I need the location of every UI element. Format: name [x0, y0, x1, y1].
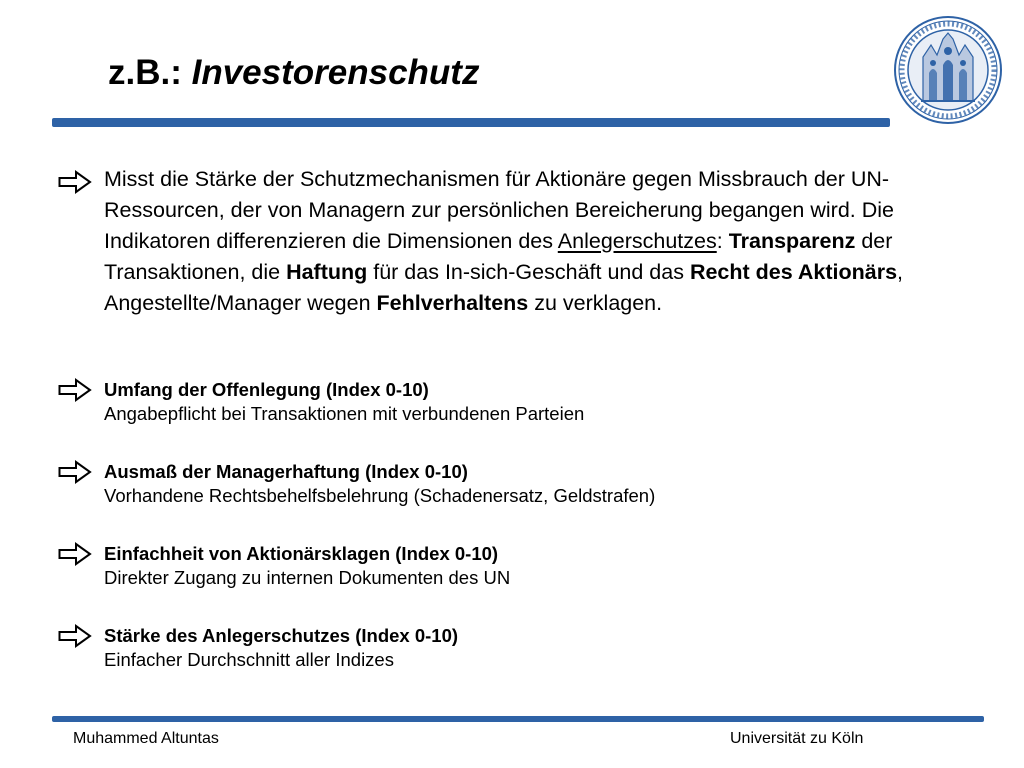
footer-divider: [52, 716, 984, 722]
item-heading: Umfang der Offenlegung (Index 0-10): [104, 379, 429, 400]
item-detail: Angabepflicht bei Transaktionen mit verbundenen Parteien: [104, 403, 585, 424]
arrow-right-icon: [58, 624, 92, 648]
underlined-term: Anlegerschutzes: [557, 229, 717, 253]
university-seal-icon: [893, 15, 1003, 125]
footer-institution: Universität zu Köln: [730, 730, 864, 747]
footer-author: Muhammed Altuntas: [73, 730, 219, 747]
arrow-right-icon: [58, 542, 92, 566]
item-detail: Vorhandene Rechtsbehelfsbelehrung (Schadenersatz, Geldstrafen): [104, 485, 656, 506]
item-heading: Stärke des Anlegerschutzes (Index 0-10): [104, 625, 459, 646]
title-italic: Investorenschutz: [191, 53, 480, 92]
arrow-right-icon: [58, 170, 92, 194]
item-heading: Ausmaß der Managerhaftung (Index 0-10): [104, 461, 468, 482]
intro-paragraph: Misst die Stärke der Schutzmechanismen für Aktionäre gegen Missbrauch der UN-Ressourcen, der von Managern zur persönlichen Bereicherung begangen wird. Die Indikatoren differenzieren die Dimensionen des Anlegerschutzes: Transparenz der Transaktionen, die Haftung für das In-sich-Geschäft und das Recht des Aktionärs, Angestellte/Manager wegen Fehlverhaltens zu verklagen.: [104, 167, 904, 315]
slide-title: [108, 54, 479, 93]
item-detail: Direkter Zugang zu internen Dokumenten des UN: [104, 567, 511, 588]
arrow-right-icon: [58, 378, 92, 402]
title-divider: [52, 118, 890, 127]
item-heading: Einfachheit von Aktionärsklagen (Index 0-10): [104, 543, 499, 564]
arrow-right-icon: [58, 460, 92, 484]
title-prefix: z.B.:: [108, 53, 192, 92]
item-detail: Einfacher Durchschnitt aller Indizes: [104, 649, 394, 670]
